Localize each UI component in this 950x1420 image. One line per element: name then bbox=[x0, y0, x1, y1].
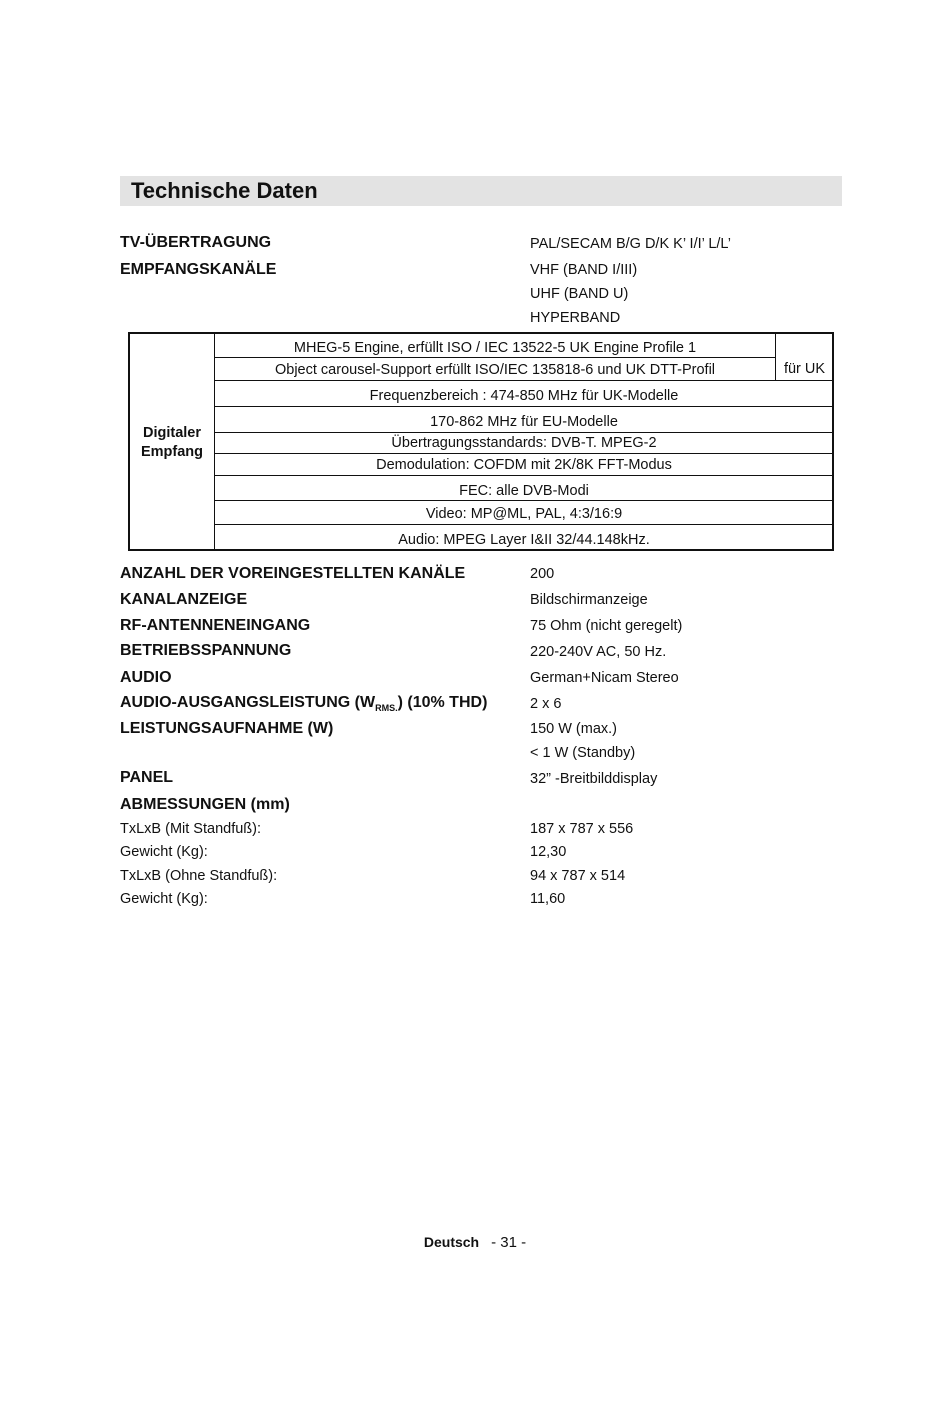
dimension-row-value: 187 x 787 x 556 bbox=[530, 821, 634, 837]
channel-display-label: KANALANZEIGE bbox=[120, 591, 248, 608]
channel-display-value: Bildschirmanzeige bbox=[530, 592, 648, 608]
table-row-line bbox=[215, 406, 833, 407]
rf-input-label: RF-ANTENNENEINGANG bbox=[120, 617, 311, 634]
dimension-row-label: Gewicht (Kg): bbox=[120, 891, 208, 907]
audio-output-label-sub: RMS. bbox=[375, 703, 398, 713]
table-cell-video: Video: MP@ML, PAL, 4:3/16:9 bbox=[425, 506, 623, 522]
audio-output-label-b: ) (10% THD) bbox=[397, 694, 488, 711]
table-cell-demodulation: Demodulation: COFDM mit 2K/8K FFT-Modus bbox=[376, 457, 672, 473]
table-cell-mheg: MHEG-5 Engine, erfüllt ISO / IEC 13522-5 UK Engine Profile 1 bbox=[293, 340, 697, 356]
reception-channel-vhf: VHF (BAND I/III) bbox=[530, 262, 638, 278]
footer-language: Deutsch bbox=[423, 1234, 480, 1250]
reception-channel-uhf: UHF (BAND U) bbox=[530, 286, 629, 302]
panel-value: 32” -Breitbilddisplay bbox=[530, 771, 658, 787]
section-title-bar bbox=[120, 176, 842, 206]
table-row-line bbox=[215, 432, 833, 433]
audio-label: AUDIO bbox=[120, 669, 172, 686]
audio-output-label-a: AUDIO-AUSGANGSLEISTUNG (W bbox=[120, 694, 376, 711]
table-row-line bbox=[215, 524, 833, 525]
table-cell-carousel: Object carousel-Support erfüllt ISO/IEC 135818-6 und UK DTT-Profil bbox=[274, 362, 716, 378]
dimension-row-label: TxLxB (Mit Standfuß): bbox=[120, 821, 262, 837]
power-consumption-value: 150 W (max.) bbox=[530, 721, 618, 737]
dimension-row-value: 12,30 bbox=[530, 844, 567, 860]
preset-channels-label: ANZAHL DER VOREINGESTELLTEN KANÄLE bbox=[120, 565, 466, 582]
table-cell-frequency-uk: Frequenzbereich : 474-850 MHz für UK-Modelle bbox=[369, 388, 679, 404]
rf-input-value: 75 Ohm (nicht geregelt) bbox=[530, 618, 683, 634]
digital-reception-label-2: Empfang bbox=[140, 444, 204, 460]
reception-channels-label: EMPFANGSKANÄLE bbox=[120, 261, 277, 278]
table-cell-frequency-eu: 170-862 MHz für EU-Modelle bbox=[430, 414, 618, 430]
table-cell-standards: Übertragungsstandards: DVB-T. MPEG-2 bbox=[391, 435, 657, 451]
operating-voltage-label: BETRIEBSSPANNUNG bbox=[120, 642, 292, 659]
table-row-line bbox=[215, 500, 833, 501]
digital-reception-label-1: Digitaler bbox=[142, 425, 201, 441]
tv-transmission-value: PAL/SECAM B/G D/K K’ I/I’ L/L’ bbox=[530, 236, 731, 252]
dimension-row-value: 94 x 787 x 514 bbox=[530, 868, 626, 884]
page-number: - 31 - bbox=[491, 1234, 527, 1251]
audio-output-value: 2 x 6 bbox=[530, 696, 562, 712]
table-cell-uk-note: für UK bbox=[783, 361, 826, 377]
page-footer bbox=[0, 1234, 950, 1251]
reception-channel-hyperband: HYPERBAND bbox=[530, 310, 621, 326]
dimensions-label: ABMESSUNGEN (mm) bbox=[120, 796, 290, 813]
audio-value: German+Nicam Stereo bbox=[530, 670, 679, 686]
dimension-row-label: TxLxB (Ohne Standfuß): bbox=[120, 868, 278, 884]
preset-channels-value: 200 bbox=[530, 566, 555, 582]
table-row-line bbox=[215, 357, 775, 358]
audio-output-label bbox=[120, 694, 487, 712]
table-row-line bbox=[215, 380, 833, 381]
page-title: Technische Daten bbox=[131, 178, 318, 203]
table-row-line bbox=[215, 475, 833, 476]
table-row-line bbox=[215, 453, 833, 454]
tv-transmission-label: TV-ÜBERTRAGUNG bbox=[120, 234, 272, 251]
power-consumption-label: LEISTUNGSAUFNAHME (W) bbox=[120, 720, 334, 737]
table-cell-fec: FEC: alle DVB-Modi bbox=[459, 483, 589, 499]
operating-voltage-value: 220-240V AC, 50 Hz. bbox=[530, 644, 667, 660]
panel-label: PANEL bbox=[120, 769, 174, 786]
dimension-row-value: 11,60 bbox=[530, 891, 566, 907]
dimension-row-label: Gewicht (Kg): bbox=[120, 844, 208, 860]
table-cell-audio: Audio: MPEG Layer I&II 32/44.148kHz. bbox=[398, 532, 650, 548]
power-standby-value: < 1 W (Standby) bbox=[530, 745, 636, 761]
